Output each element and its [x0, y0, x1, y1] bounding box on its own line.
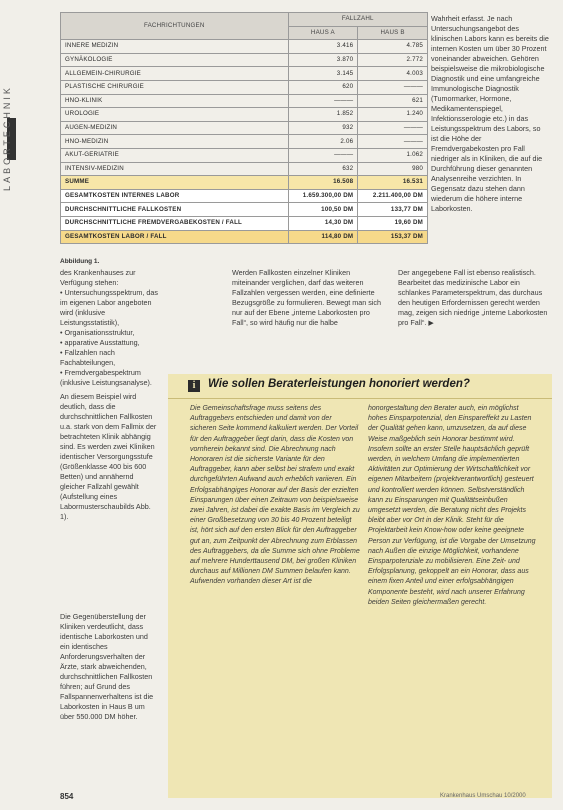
table-row: [61, 121, 428, 135]
table-row-avg: [61, 203, 428, 217]
table-row: [61, 108, 428, 122]
cell-a: 114,80 DM: [288, 230, 358, 244]
cell-a: 2.06: [288, 135, 358, 149]
table-body: [61, 40, 428, 176]
table-row-ext: [61, 216, 428, 230]
cell-b: ———: [358, 80, 428, 94]
paragraph-intro: des Krankenhauses zur Verfügung stehen:: [60, 268, 136, 287]
cell-name: PLASTISCHE CHIRURGIE: [61, 80, 289, 94]
cell-name: GESAMTKOSTEN LABOR / FALL: [61, 230, 289, 244]
cell-name: DURCHSCHNITTLICHE FREMDVERGABEKOSTEN / FALL: [61, 216, 289, 230]
cell-name: SUMME: [61, 176, 289, 190]
cell-name: INNERE MEDIZIN: [61, 40, 289, 54]
cell-a: 16.508: [288, 176, 358, 190]
table-row: [61, 135, 428, 149]
left-column: [60, 268, 158, 522]
cell-b: 2.211.400,00 DM: [358, 189, 428, 203]
list-item: • Fallzahlen nach Fachabteilungen,: [60, 348, 116, 367]
cell-b: 621: [358, 94, 428, 108]
info-header: [168, 374, 552, 399]
cell-b: 980: [358, 162, 428, 176]
cell-a: 100,50 DM: [288, 203, 358, 217]
table-row: [61, 67, 428, 81]
side-tab: [0, 0, 20, 810]
cost-table: [60, 12, 428, 244]
table-row-total: [61, 189, 428, 203]
header-fachrichtungen: FACHRICHTUNGEN: [61, 13, 289, 40]
cell-b: 133,77 DM: [358, 203, 428, 217]
table-row: [61, 53, 428, 67]
info-box: [168, 374, 552, 798]
header-haus-a: HAUS A: [288, 26, 358, 40]
cell-b: 19,60 DM: [358, 216, 428, 230]
cell-a: ———: [288, 148, 358, 162]
table-row: [61, 94, 428, 108]
list-item: • apparative Ausstattung,: [60, 338, 140, 347]
header-haus-b: HAUS B: [358, 26, 428, 40]
cell-b: 4.785: [358, 40, 428, 54]
figure-caption: Abbildung 1.: [60, 258, 100, 265]
section-label: LABORTECHNIK: [2, 85, 12, 191]
cell-name: DURCHSCHNITTLICHE FALLKOSTEN: [61, 203, 289, 217]
cell-a: 1.852: [288, 108, 358, 122]
info-text-left: Die Gemeinschaftsfrage muss seitens des Auftraggebers entschieden und damit von der sicheren Seite kommend kalkuliert werden. Der Vorteil für den Auftraggeber liegt darin, dass die Kosten von vornherein bekannt sind. Die Abrechnung nach Honoraren ist die sicherste Variante für den Auftraggeber, kann aber selbst bei strafem und exakt durchgeführten Aufwand auch erheblich variieren. Ein Erfolgsabhängiges Honorar auf der Basis der erzielten Einsparungen über einen Zeitraum von beispielsweise zwei Jahren, ist dabei die exakte Basis im Vergleich zu einer Großbesetzung von 30 bis 40 Prozent beteiligt ist, hört sich auf den ersten Blick für den Auftraggeber gut an, zum Zeitpunkt der Abrechnung zum Erblassen des Auftraggebers, da die Summe sich ohne Probleme auf mehrere Hunderttausend DM, bei großen Kliniken durchaus auf Millionen DM Summen belaufen kann. Aufwenden vorhanden dieser Art ist die: [190, 405, 360, 586]
cell-a: 1.659.300,00 DM: [288, 189, 358, 203]
cell-name: AKUT-GERIATRIE: [61, 148, 289, 162]
table-header-row: [61, 13, 428, 27]
cell-a: 3.416: [288, 40, 358, 54]
cell-b: ———: [358, 121, 428, 135]
cell-b: 4.003: [358, 67, 428, 81]
info-icon: i: [188, 380, 200, 392]
info-text-right: honorgestaltung den Berater auch, ein möglichst hohes Einsparpotenzial, den Einspareffekt zu Lasten der Qualität gehen kann, umzusetzen, da auf diese Weise maßgeblich sein Honorar bestimmt wird. Insofern sollte an erster Stelle hauptsächlich geprüft werden, in welchem Umfang die implementierten Aktivitäten zur Optimierung der Wirtschaftlichkeit vor eigenen Mitarbeitern (projektverantwortlich) gesteuert und kontrolliert werden können. Selbstverständlich kann zu Einsparungen mit Qualitätseinbußen umgesetzt werden, die Beratung nicht des Projekts bleibt aber vor Ort in der Klinik. Steht für die Projektarbeit kein Know-how oder keine geeignete Person zur Verfügung, ist die Vorgabe der Umsetzung nach Außen die einzige Möglichkeit, vorhandene Einsparpotenziale zu mobilisieren. Eine Zeit- und Erfolgsplanung, gekoppelt an ein Honorar, dass aus einem fixen Anteil und einer erfolgsabhängigen Komponente besteht, wird nach unserer Erfahrung beiden Seiten gleichermaßen gerecht.: [368, 405, 536, 606]
list-item: • Organisationsstruktur,: [60, 328, 135, 337]
cell-name: GYNÄKOLOGIE: [61, 53, 289, 67]
header-fallzahl: FALLZAHL: [288, 13, 427, 27]
table-row: [61, 80, 428, 94]
cell-b: 16.531: [358, 176, 428, 190]
cell-a: 3.145: [288, 67, 358, 81]
list-item: • Untersuchungsspektrum, das im eigenen Labor angeboten wird (inklusive Leistungsstatistik),: [60, 288, 158, 327]
page-number: 854: [60, 792, 74, 801]
list-item: • Fremdvergabespektrum (inklusive Leistungsanalyse).: [60, 368, 152, 387]
cell-a: ———: [288, 94, 358, 108]
cell-a: 3.870: [288, 53, 358, 67]
cell-name: INTENSIV-MEDIZIN: [61, 162, 289, 176]
right-column-text: Wahrheit erfasst. Je nach Untersuchungsangebot des klinischen Labors kann es bereits die internen Kosten um über 30 Prozent voneinander abweichen. Gehören beispielsweise die mikrobiologische Diagnostik und eine umfangreiche Immunologische Diagnostik (Tumormarker, Hormone, Medikamentenspiegel, Infektionsserologie etc.) in das Leistungsspektrum des Labors, so ist die Höhe der Fremdvergabekosten pro Fall niedriger als in Kliniken, die auf die Durchführung dieser genannten Analysenreihe verzichten. In Gegensatz dazu stehen dann wiederum die höhere interne Laborkosten.: [431, 14, 549, 213]
cell-a: 620: [288, 80, 358, 94]
cell-a: 14,30 DM: [288, 216, 358, 230]
cell-name: HNO-KLINIK: [61, 94, 289, 108]
table-row: [61, 162, 428, 176]
cell-a: 932: [288, 121, 358, 135]
middle-column-text: Werden Fallkosten einzelner Kliniken miteinander verglichen, darf das weiteren Fallzahlen vergessen werden, eine definierte Bezugsgröße zu formulieren. Bewegt man sich nur auf der Ebene „interne Laborkosten pro Fall“, so wird häufig nur die halbe: [232, 268, 382, 327]
cell-b: 1.062: [358, 148, 428, 162]
cell-b: 1.240: [358, 108, 428, 122]
bullet-list: [60, 288, 158, 388]
table-row: [61, 40, 428, 54]
cell-name: HNO-MEDIZIN: [61, 135, 289, 149]
paragraph-example: An diesem Beispiel wird deutlich, dass die durchschnittlichen Fallkosten u.a. stark von dem Fallmix der betrachteten Klinik abhängig sind. Es werden zwei Kliniken identischer Versorgungsstufe (Größenklasse 400 bis 600 Betten) und annähernd gleicher Fallzahl gewählt (Aufstellung eines Labormusterschaubilds Abb. 1).: [60, 392, 157, 521]
cell-name: GESAMTKOSTEN INTERNES LABOR: [61, 189, 289, 203]
footer-reference: Krankenhaus Umschau 10/2000: [440, 793, 526, 799]
table-row-final: [61, 230, 428, 244]
info-title: Wie sollen Beraterleistungen honoriert werden?: [208, 378, 470, 390]
cell-b: ———: [358, 135, 428, 149]
cell-a: 632: [288, 162, 358, 176]
cell-name: UROLOGIE: [61, 108, 289, 122]
right-column-text-lower: Der angegebene Fall ist ebenso realistisch. Bearbeitet das medizinische Labor ein schlankes Parameterspektrum, das durchaus den heutigen Erfordernissen gerecht werden mag, zeigen sich niedrige „interne Laborkosten pro Fall“. ▶: [398, 268, 548, 327]
cell-b: 153,37 DM: [358, 230, 428, 244]
cell-name: ALLGEMEIN-CHIRURGIE: [61, 67, 289, 81]
cell-name: AUGEN-MEDIZIN: [61, 121, 289, 135]
table-row: [61, 148, 428, 162]
paragraph-comparison: Die Gegenüberstellung der Kliniken verdeutlicht, dass identische Laborkosten und ein identisches Anforderungsverhalten der Ärzte, stark abweichenden, durchschnittlichen Fallkosten führen; auf Grund des Fallspannenverhaltens ist die Laborkosten in Haus B um über 550.000 DM höher.: [60, 612, 154, 721]
table-row-sum: [61, 176, 428, 190]
cell-b: 2.772: [358, 53, 428, 67]
